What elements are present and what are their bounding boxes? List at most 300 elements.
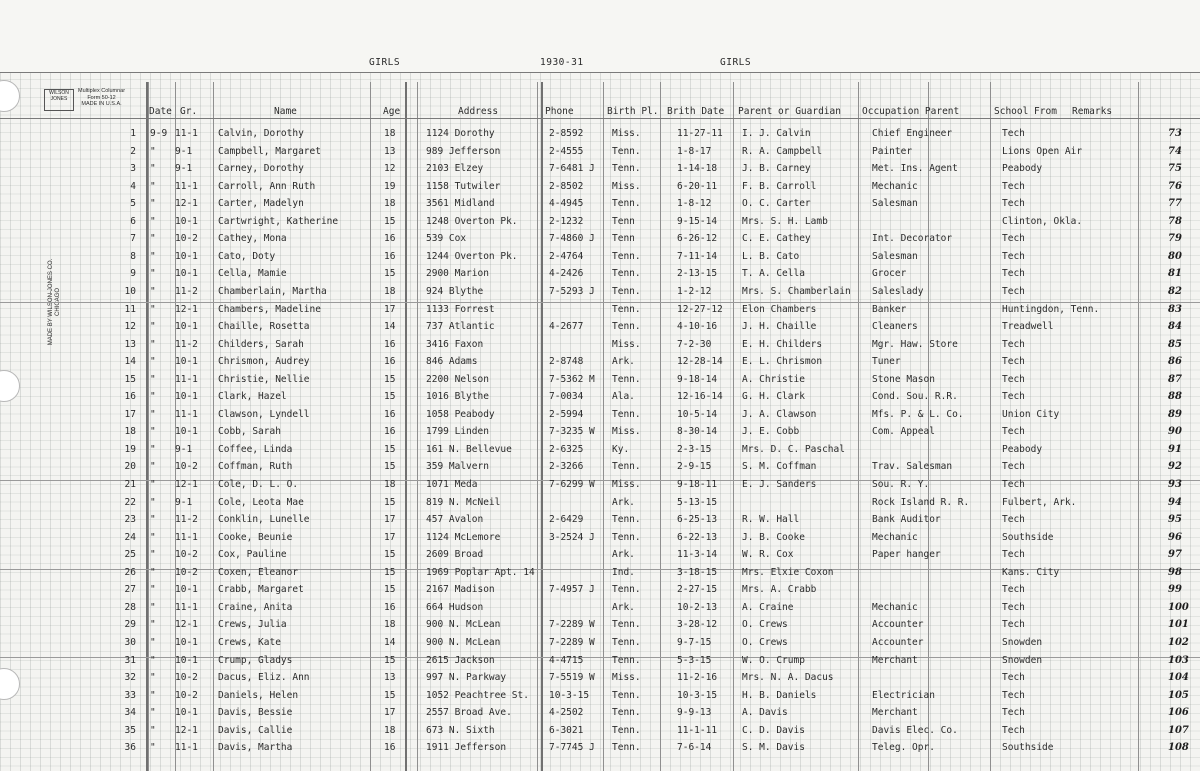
parent-cell: C. D. Davis bbox=[742, 724, 805, 736]
occupation-cell: Electrician bbox=[872, 689, 935, 701]
row-number: 11 bbox=[124, 303, 136, 315]
column-rule bbox=[537, 82, 538, 771]
remarks-cell: 101 bbox=[1168, 619, 1189, 631]
title-right: GIRLS bbox=[720, 57, 752, 68]
phone-cell: 6-3021 bbox=[549, 724, 584, 736]
address-cell: 1124 Dorothy bbox=[426, 128, 495, 139]
grade-cell: 10-2 bbox=[175, 689, 198, 701]
birth-place-cell: Tenn. bbox=[612, 742, 641, 754]
grade-cell: 12-1 bbox=[175, 198, 198, 210]
age-cell: 18 bbox=[384, 198, 396, 210]
column-rule bbox=[405, 82, 407, 771]
school-cell: Tech bbox=[1002, 584, 1025, 596]
name-cell: Davis, Callie bbox=[218, 724, 293, 736]
remarks-cell: 75 bbox=[1168, 163, 1182, 175]
remarks-cell: 83 bbox=[1168, 303, 1182, 315]
birth-place-cell: Tenn. bbox=[612, 373, 641, 385]
row-number: 24 bbox=[124, 531, 136, 543]
birth-place-cell: Miss. bbox=[612, 180, 641, 192]
parent-cell: Mrs. A. Crabb bbox=[742, 584, 817, 596]
school-cell: Tech bbox=[1002, 707, 1025, 719]
phone-cell: 4-2677 bbox=[549, 321, 584, 333]
occupation-cell: Accounter bbox=[872, 636, 924, 648]
row-number: 20 bbox=[124, 461, 136, 473]
name-cell: Cooke, Beunie bbox=[218, 531, 293, 543]
birth-date-cell: 5-3-15 bbox=[677, 654, 712, 666]
address-cell: 2900 Marion bbox=[426, 268, 489, 280]
remarks-cell: 88 bbox=[1168, 391, 1182, 403]
header-remarks: Remarks bbox=[1072, 106, 1113, 117]
date-cell: " bbox=[150, 391, 156, 403]
name-cell: Dacus, Eliz. Ann bbox=[218, 672, 310, 684]
address-cell: 997 N. Parkway bbox=[426, 672, 507, 684]
address-cell: 1244 Overton Pk. bbox=[426, 250, 518, 262]
school-cell: Tech bbox=[1002, 549, 1025, 561]
row-number: 2 bbox=[130, 145, 136, 157]
column-rule bbox=[603, 82, 604, 771]
name-cell: Christie, Nellie bbox=[218, 373, 310, 385]
grade-cell: 10-1 bbox=[175, 321, 198, 333]
date-cell: " bbox=[150, 601, 156, 613]
parent-cell: Mrs. D. C. Paschal bbox=[742, 443, 845, 455]
date-cell: " bbox=[150, 619, 156, 631]
occupation-cell: Saleslady bbox=[872, 285, 924, 297]
column-rule bbox=[990, 82, 991, 771]
row-number: 7 bbox=[130, 233, 136, 245]
grade-cell: 9-1 bbox=[175, 145, 193, 157]
date-cell: " bbox=[150, 566, 156, 578]
occupation-cell: Cond. Sou. R.R. bbox=[872, 391, 958, 403]
school-cell: Peabody bbox=[1002, 443, 1043, 455]
school-cell: Tech bbox=[1002, 180, 1025, 192]
age-cell: 15 bbox=[384, 268, 396, 280]
birth-date-cell: 12-27-12 bbox=[677, 303, 723, 315]
birth-date-cell: 11-3-14 bbox=[677, 549, 718, 561]
school-cell: Southside bbox=[1002, 742, 1054, 754]
birth-date-cell: 7-6-14 bbox=[677, 742, 712, 754]
parent-cell: Mrs. S. Chamberlain bbox=[742, 285, 851, 297]
birth-place-cell: Tenn. bbox=[612, 654, 641, 666]
date-cell: " bbox=[150, 356, 156, 368]
age-cell: 17 bbox=[384, 707, 396, 719]
birth-place-cell: Tenn. bbox=[612, 707, 641, 719]
phone-cell: 2-4555 bbox=[549, 145, 584, 157]
name-cell: Davis, Bessie bbox=[218, 707, 293, 719]
parent-cell: S. M. Davis bbox=[742, 742, 805, 754]
address-cell: 900 N. McLean bbox=[426, 636, 501, 648]
address-cell: 673 N. Sixth bbox=[426, 724, 495, 736]
birth-date-cell: 11-1-11 bbox=[677, 724, 718, 736]
remarks-cell: 81 bbox=[1168, 268, 1182, 280]
date-cell: " bbox=[150, 443, 156, 455]
date-cell: " bbox=[150, 479, 156, 490]
name-cell: Cato, Doty bbox=[218, 250, 276, 262]
birth-place-cell: Tenn. bbox=[612, 619, 641, 631]
birth-date-cell: 3-28-12 bbox=[677, 619, 718, 631]
parent-cell: J. A. Clawson bbox=[742, 408, 817, 420]
column-rule bbox=[213, 82, 214, 771]
birth-place-cell: Tenn. bbox=[612, 268, 641, 280]
remarks-cell: 103 bbox=[1168, 654, 1189, 666]
address-cell: 1158 Tutwiler bbox=[426, 180, 501, 192]
name-cell: Carter, Madelyn bbox=[218, 198, 304, 210]
name-cell: Calvin, Dorothy bbox=[218, 128, 304, 139]
birth-date-cell: 3-18-15 bbox=[677, 566, 718, 578]
birth-place-cell: Tenn. bbox=[612, 531, 641, 543]
date-cell: " bbox=[150, 268, 156, 280]
parent-cell: W. R. Cox bbox=[742, 549, 794, 561]
age-cell: 15 bbox=[384, 689, 396, 701]
row-number: 12 bbox=[124, 321, 136, 333]
birth-date-cell: 1-8-17 bbox=[677, 145, 712, 157]
row-number: 1 bbox=[130, 128, 136, 139]
birth-date-cell: 1-8-12 bbox=[677, 198, 712, 210]
school-cell: Tech bbox=[1002, 672, 1025, 684]
parent-cell: Mrs. Elxie Coxon bbox=[742, 566, 834, 578]
parent-cell: E. J. Sanders bbox=[742, 479, 817, 490]
school-cell: Treadwell bbox=[1002, 321, 1054, 333]
occupation-cell: Com. Appeal bbox=[872, 426, 935, 438]
address-cell: 989 Jefferson bbox=[426, 145, 501, 157]
school-cell: Tech bbox=[1002, 338, 1025, 350]
occupation-cell: Mechanic bbox=[872, 601, 918, 613]
sheet-top-margin bbox=[0, 0, 1200, 72]
parent-cell: A. Christie bbox=[742, 373, 805, 385]
remarks-cell: 74 bbox=[1168, 145, 1182, 157]
phone-cell: 7-5293 J bbox=[549, 285, 595, 297]
name-cell: Coffman, Ruth bbox=[218, 461, 293, 473]
parent-cell: A. Craine bbox=[742, 601, 794, 613]
remarks-cell: 84 bbox=[1168, 321, 1182, 333]
age-cell: 12 bbox=[384, 163, 396, 175]
age-cell: 16 bbox=[384, 742, 396, 754]
grade-cell: 11-1 bbox=[175, 408, 198, 420]
row-number: 30 bbox=[124, 636, 136, 648]
birth-place-cell: Tenn. bbox=[612, 636, 641, 648]
remarks-cell: 107 bbox=[1168, 724, 1189, 736]
age-cell: 15 bbox=[384, 496, 396, 508]
binder-hole bbox=[0, 668, 20, 700]
parent-cell: L. B. Cato bbox=[742, 250, 800, 262]
age-cell: 15 bbox=[384, 549, 396, 561]
row-number: 13 bbox=[124, 338, 136, 350]
birth-place-cell: Tenn. bbox=[612, 408, 641, 420]
phone-cell: 2-1232 bbox=[549, 215, 584, 227]
phone-cell: 2-8502 bbox=[549, 180, 584, 192]
name-cell: Clark, Hazel bbox=[218, 391, 287, 403]
birth-place-cell: Ind. bbox=[612, 566, 635, 578]
school-cell: Tech bbox=[1002, 198, 1025, 210]
name-cell: Chamberlain, Martha bbox=[218, 285, 327, 297]
address-cell: 2609 Broad bbox=[426, 549, 484, 561]
occupation-cell: Mgr. Haw. Store bbox=[872, 338, 958, 350]
row-number: 26 bbox=[124, 566, 136, 578]
address-cell: 1124 McLemore bbox=[426, 531, 501, 543]
grade-cell: 10-1 bbox=[175, 391, 198, 403]
age-cell: 13 bbox=[384, 145, 396, 157]
age-cell: 17 bbox=[384, 303, 396, 315]
grade-cell: 9-1 bbox=[175, 496, 193, 508]
phone-cell: 7-0034 bbox=[549, 391, 584, 403]
parent-cell: Mrs. S. H. Lamb bbox=[742, 215, 828, 227]
phone-cell: 7-6481 J bbox=[549, 163, 595, 175]
school-cell: Tech bbox=[1002, 514, 1025, 526]
name-cell: Carney, Dorothy bbox=[218, 163, 304, 175]
phone-cell: 4-4715 bbox=[549, 654, 584, 666]
date-cell: " bbox=[150, 724, 156, 736]
remarks-cell: 108 bbox=[1168, 742, 1189, 754]
age-cell: 15 bbox=[384, 461, 396, 473]
age-cell: 16 bbox=[384, 356, 396, 368]
birth-place-cell: Ark. bbox=[612, 356, 635, 368]
occupation-cell: Paper hanger bbox=[872, 549, 941, 561]
grade-cell: 12-1 bbox=[175, 479, 198, 490]
row-number: 19 bbox=[124, 443, 136, 455]
grade-cell: 11-1 bbox=[175, 742, 198, 754]
occupation-cell: Salesman bbox=[872, 198, 918, 210]
remarks-cell: 78 bbox=[1168, 215, 1182, 227]
header-occupation: Occupation Parent bbox=[862, 106, 960, 117]
row-number: 10 bbox=[124, 285, 136, 297]
birth-place-cell: Tenn. bbox=[612, 584, 641, 596]
grade-cell: 10-1 bbox=[175, 707, 198, 719]
grade-cell: 10-1 bbox=[175, 268, 198, 280]
school-cell: Tech bbox=[1002, 391, 1025, 403]
row-number: 5 bbox=[130, 198, 136, 210]
header-name: Name bbox=[274, 106, 297, 117]
school-cell: Tech bbox=[1002, 461, 1025, 473]
school-cell: Kans. City bbox=[1002, 566, 1060, 578]
address-cell: 819 N. McNeil bbox=[426, 496, 501, 508]
parent-cell: W. O. Crump bbox=[742, 654, 805, 666]
header-birth-place: Birth Pl. bbox=[607, 106, 659, 117]
phone-cell: 7-2289 W bbox=[549, 636, 595, 648]
column-rule bbox=[660, 82, 661, 771]
birth-date-cell: 10-3-15 bbox=[677, 689, 718, 701]
birth-place-cell: Tenn bbox=[612, 215, 635, 227]
birth-date-cell: 6-22-13 bbox=[677, 531, 718, 543]
school-cell: Huntingdon, Tenn. bbox=[1002, 303, 1100, 315]
header-parent: Parent or Guardian bbox=[738, 106, 841, 117]
school-cell: Tech bbox=[1002, 233, 1025, 245]
phone-cell: 4-4945 bbox=[549, 198, 584, 210]
occupation-cell: Met. Ins. Agent bbox=[872, 163, 958, 175]
age-cell: 16 bbox=[384, 601, 396, 613]
row-number: 23 bbox=[124, 514, 136, 526]
date-cell: " bbox=[150, 215, 156, 227]
name-cell: Davis, Martha bbox=[218, 742, 293, 754]
grade-cell: 10-2 bbox=[175, 461, 198, 473]
school-cell: Tech bbox=[1002, 285, 1025, 297]
address-cell: 539 Cox bbox=[426, 233, 467, 245]
phone-cell: 7-4957 J bbox=[549, 584, 595, 596]
row-number: 15 bbox=[124, 373, 136, 385]
header-age: Age bbox=[383, 106, 401, 117]
occupation-cell: Salesman bbox=[872, 250, 918, 262]
address-cell: 1248 Overton Pk. bbox=[426, 215, 518, 227]
birth-place-cell: Tenn. bbox=[612, 198, 641, 210]
row-number: 6 bbox=[130, 215, 136, 227]
birth-place-cell: Miss. bbox=[612, 426, 641, 438]
header-school: School From bbox=[994, 106, 1057, 117]
date-cell: " bbox=[150, 408, 156, 420]
row-rule bbox=[0, 72, 1200, 73]
row-number: 17 bbox=[124, 408, 136, 420]
row-number: 16 bbox=[124, 391, 136, 403]
occupation-cell: Mfs. P. & L. Co. bbox=[872, 408, 964, 420]
birth-place-cell: Miss. bbox=[612, 128, 641, 139]
address-cell: 1133 Forrest bbox=[426, 303, 495, 315]
parent-cell: I. J. Calvin bbox=[742, 128, 811, 139]
occupation-cell: Teleg. Opr. bbox=[872, 742, 935, 754]
grade-cell: 10-1 bbox=[175, 426, 198, 438]
birth-place-cell: Miss. bbox=[612, 672, 641, 684]
date-cell: " bbox=[150, 426, 156, 438]
birth-place-cell: Tenn. bbox=[612, 321, 641, 333]
row-number: 31 bbox=[124, 654, 136, 666]
phone-cell: 7-7745 J bbox=[549, 742, 595, 754]
birth-place-cell: Miss. bbox=[612, 479, 641, 490]
phone-cell: 2-3266 bbox=[549, 461, 584, 473]
birth-date-cell: 12-28-14 bbox=[677, 356, 723, 368]
occupation-cell: Int. Decorator bbox=[872, 233, 953, 245]
school-cell: Tech bbox=[1002, 601, 1025, 613]
school-cell: Snowden bbox=[1002, 636, 1043, 648]
age-cell: 17 bbox=[384, 531, 396, 543]
remarks-cell: 98 bbox=[1168, 566, 1182, 578]
birth-place-cell: Ark. bbox=[612, 549, 635, 561]
birth-date-cell: 10-2-13 bbox=[677, 601, 718, 613]
row-number: 28 bbox=[124, 601, 136, 613]
name-cell: Conklin, Lunelle bbox=[218, 514, 310, 526]
name-cell: Campbell, Margaret bbox=[218, 145, 321, 157]
remarks-cell: 86 bbox=[1168, 356, 1182, 368]
row-number: 25 bbox=[124, 549, 136, 561]
birth-date-cell: 6-26-12 bbox=[677, 233, 718, 245]
age-cell: 15 bbox=[384, 584, 396, 596]
name-cell: Chrismon, Audrey bbox=[218, 356, 310, 368]
name-cell: Cox, Pauline bbox=[218, 549, 287, 561]
name-cell: Chaille, Rosetta bbox=[218, 321, 310, 333]
address-cell: 1052 Peachtree St. bbox=[426, 689, 529, 701]
date-cell: " bbox=[150, 303, 156, 315]
age-cell: 18 bbox=[384, 724, 396, 736]
school-cell: Tech bbox=[1002, 689, 1025, 701]
occupation-cell: Cleaners bbox=[872, 321, 918, 333]
birth-place-cell: Tenn. bbox=[612, 689, 641, 701]
row-number: 4 bbox=[130, 180, 136, 192]
address-cell: 3416 Faxon bbox=[426, 338, 484, 350]
phone-cell: 2-8592 bbox=[549, 128, 584, 139]
address-cell: 1071 Meda bbox=[426, 479, 478, 490]
date-cell: " bbox=[150, 285, 156, 297]
date-cell: " bbox=[150, 742, 156, 754]
form-logo: WILSON JONES bbox=[44, 89, 74, 111]
name-cell: Chambers, Madeline bbox=[218, 303, 321, 315]
age-cell: 15 bbox=[384, 443, 396, 455]
header-phone: Phone bbox=[545, 106, 574, 117]
date-cell: " bbox=[150, 145, 156, 157]
age-cell: 16 bbox=[384, 233, 396, 245]
birth-date-cell: 7-2-30 bbox=[677, 338, 712, 350]
remarks-cell: 95 bbox=[1168, 514, 1182, 526]
row-number: 29 bbox=[124, 619, 136, 631]
grade-cell: 10-2 bbox=[175, 566, 198, 578]
name-cell: Cole, D. L. O. bbox=[218, 479, 299, 490]
birth-date-cell: 2-13-15 bbox=[677, 268, 718, 280]
address-cell: 2557 Broad Ave. bbox=[426, 707, 512, 719]
grade-cell: 11-1 bbox=[175, 601, 198, 613]
phone-cell: 2-6429 bbox=[549, 514, 584, 526]
birth-date-cell: 4-10-16 bbox=[677, 321, 718, 333]
name-cell: Cartwright, Katherine bbox=[218, 215, 339, 227]
birth-place-cell: Tenn. bbox=[612, 303, 641, 315]
birth-date-cell: 9-18-14 bbox=[677, 373, 718, 385]
school-cell: Peabody bbox=[1002, 163, 1043, 175]
column-rule bbox=[733, 82, 734, 771]
birth-date-cell: 9-18-11 bbox=[677, 479, 718, 490]
column-rule bbox=[417, 82, 418, 771]
school-cell: Fulbert, Ark. bbox=[1002, 496, 1077, 508]
column-rule bbox=[858, 82, 859, 771]
birth-place-cell: Tenn. bbox=[612, 163, 641, 175]
occupation-cell: Accounter bbox=[872, 619, 924, 631]
age-cell: 13 bbox=[384, 672, 396, 684]
school-cell: Tech bbox=[1002, 619, 1025, 631]
age-cell: 18 bbox=[384, 619, 396, 631]
column-rule bbox=[148, 82, 149, 771]
parent-cell: J. E. Cobb bbox=[742, 426, 800, 438]
name-cell: Childers, Sarah bbox=[218, 338, 304, 350]
age-cell: 15 bbox=[384, 373, 396, 385]
birth-date-cell: 1-2-12 bbox=[677, 285, 712, 297]
birth-place-cell: Tenn. bbox=[612, 461, 641, 473]
parent-cell: J. H. Chaille bbox=[742, 321, 817, 333]
remarks-cell: 104 bbox=[1168, 672, 1189, 684]
name-cell: Cobb, Sarah bbox=[218, 426, 281, 438]
age-cell: 15 bbox=[384, 566, 396, 578]
occupation-cell: Sou. R. Y. bbox=[872, 479, 930, 490]
occupation-cell: Mechanic bbox=[872, 531, 918, 543]
remarks-cell: 73 bbox=[1168, 128, 1182, 139]
school-cell: Snowden bbox=[1002, 654, 1043, 666]
school-cell: Tech bbox=[1002, 356, 1025, 368]
row-number: 36 bbox=[124, 742, 136, 754]
address-cell: 924 Blythe bbox=[426, 285, 484, 297]
school-cell: Union City bbox=[1002, 408, 1060, 420]
row-number: 14 bbox=[124, 356, 136, 368]
birth-date-cell: 10-5-14 bbox=[677, 408, 718, 420]
date-cell: " bbox=[150, 180, 156, 192]
occupation-cell: Grocer bbox=[872, 268, 907, 280]
address-cell: 161 N. Bellevue bbox=[426, 443, 512, 455]
school-cell: Tech bbox=[1002, 373, 1025, 385]
parent-cell: R. W. Hall bbox=[742, 514, 800, 526]
name-cell: Daniels, Helen bbox=[218, 689, 299, 701]
address-cell: 2615 Jackson bbox=[426, 654, 495, 666]
remarks-cell: 82 bbox=[1168, 285, 1182, 297]
grade-cell: 11-1 bbox=[175, 531, 198, 543]
name-cell: Crump, Gladys bbox=[218, 654, 293, 666]
name-cell: Craine, Anita bbox=[218, 601, 293, 613]
name-cell: Cella, Mamie bbox=[218, 268, 287, 280]
row-rule bbox=[0, 118, 1200, 119]
address-cell: 3561 Midland bbox=[426, 198, 495, 210]
remarks-cell: 77 bbox=[1168, 198, 1182, 210]
occupation-cell: Trav. Salesman bbox=[872, 461, 953, 473]
name-cell: Cathey, Mona bbox=[218, 233, 287, 245]
date-cell: " bbox=[150, 461, 156, 473]
